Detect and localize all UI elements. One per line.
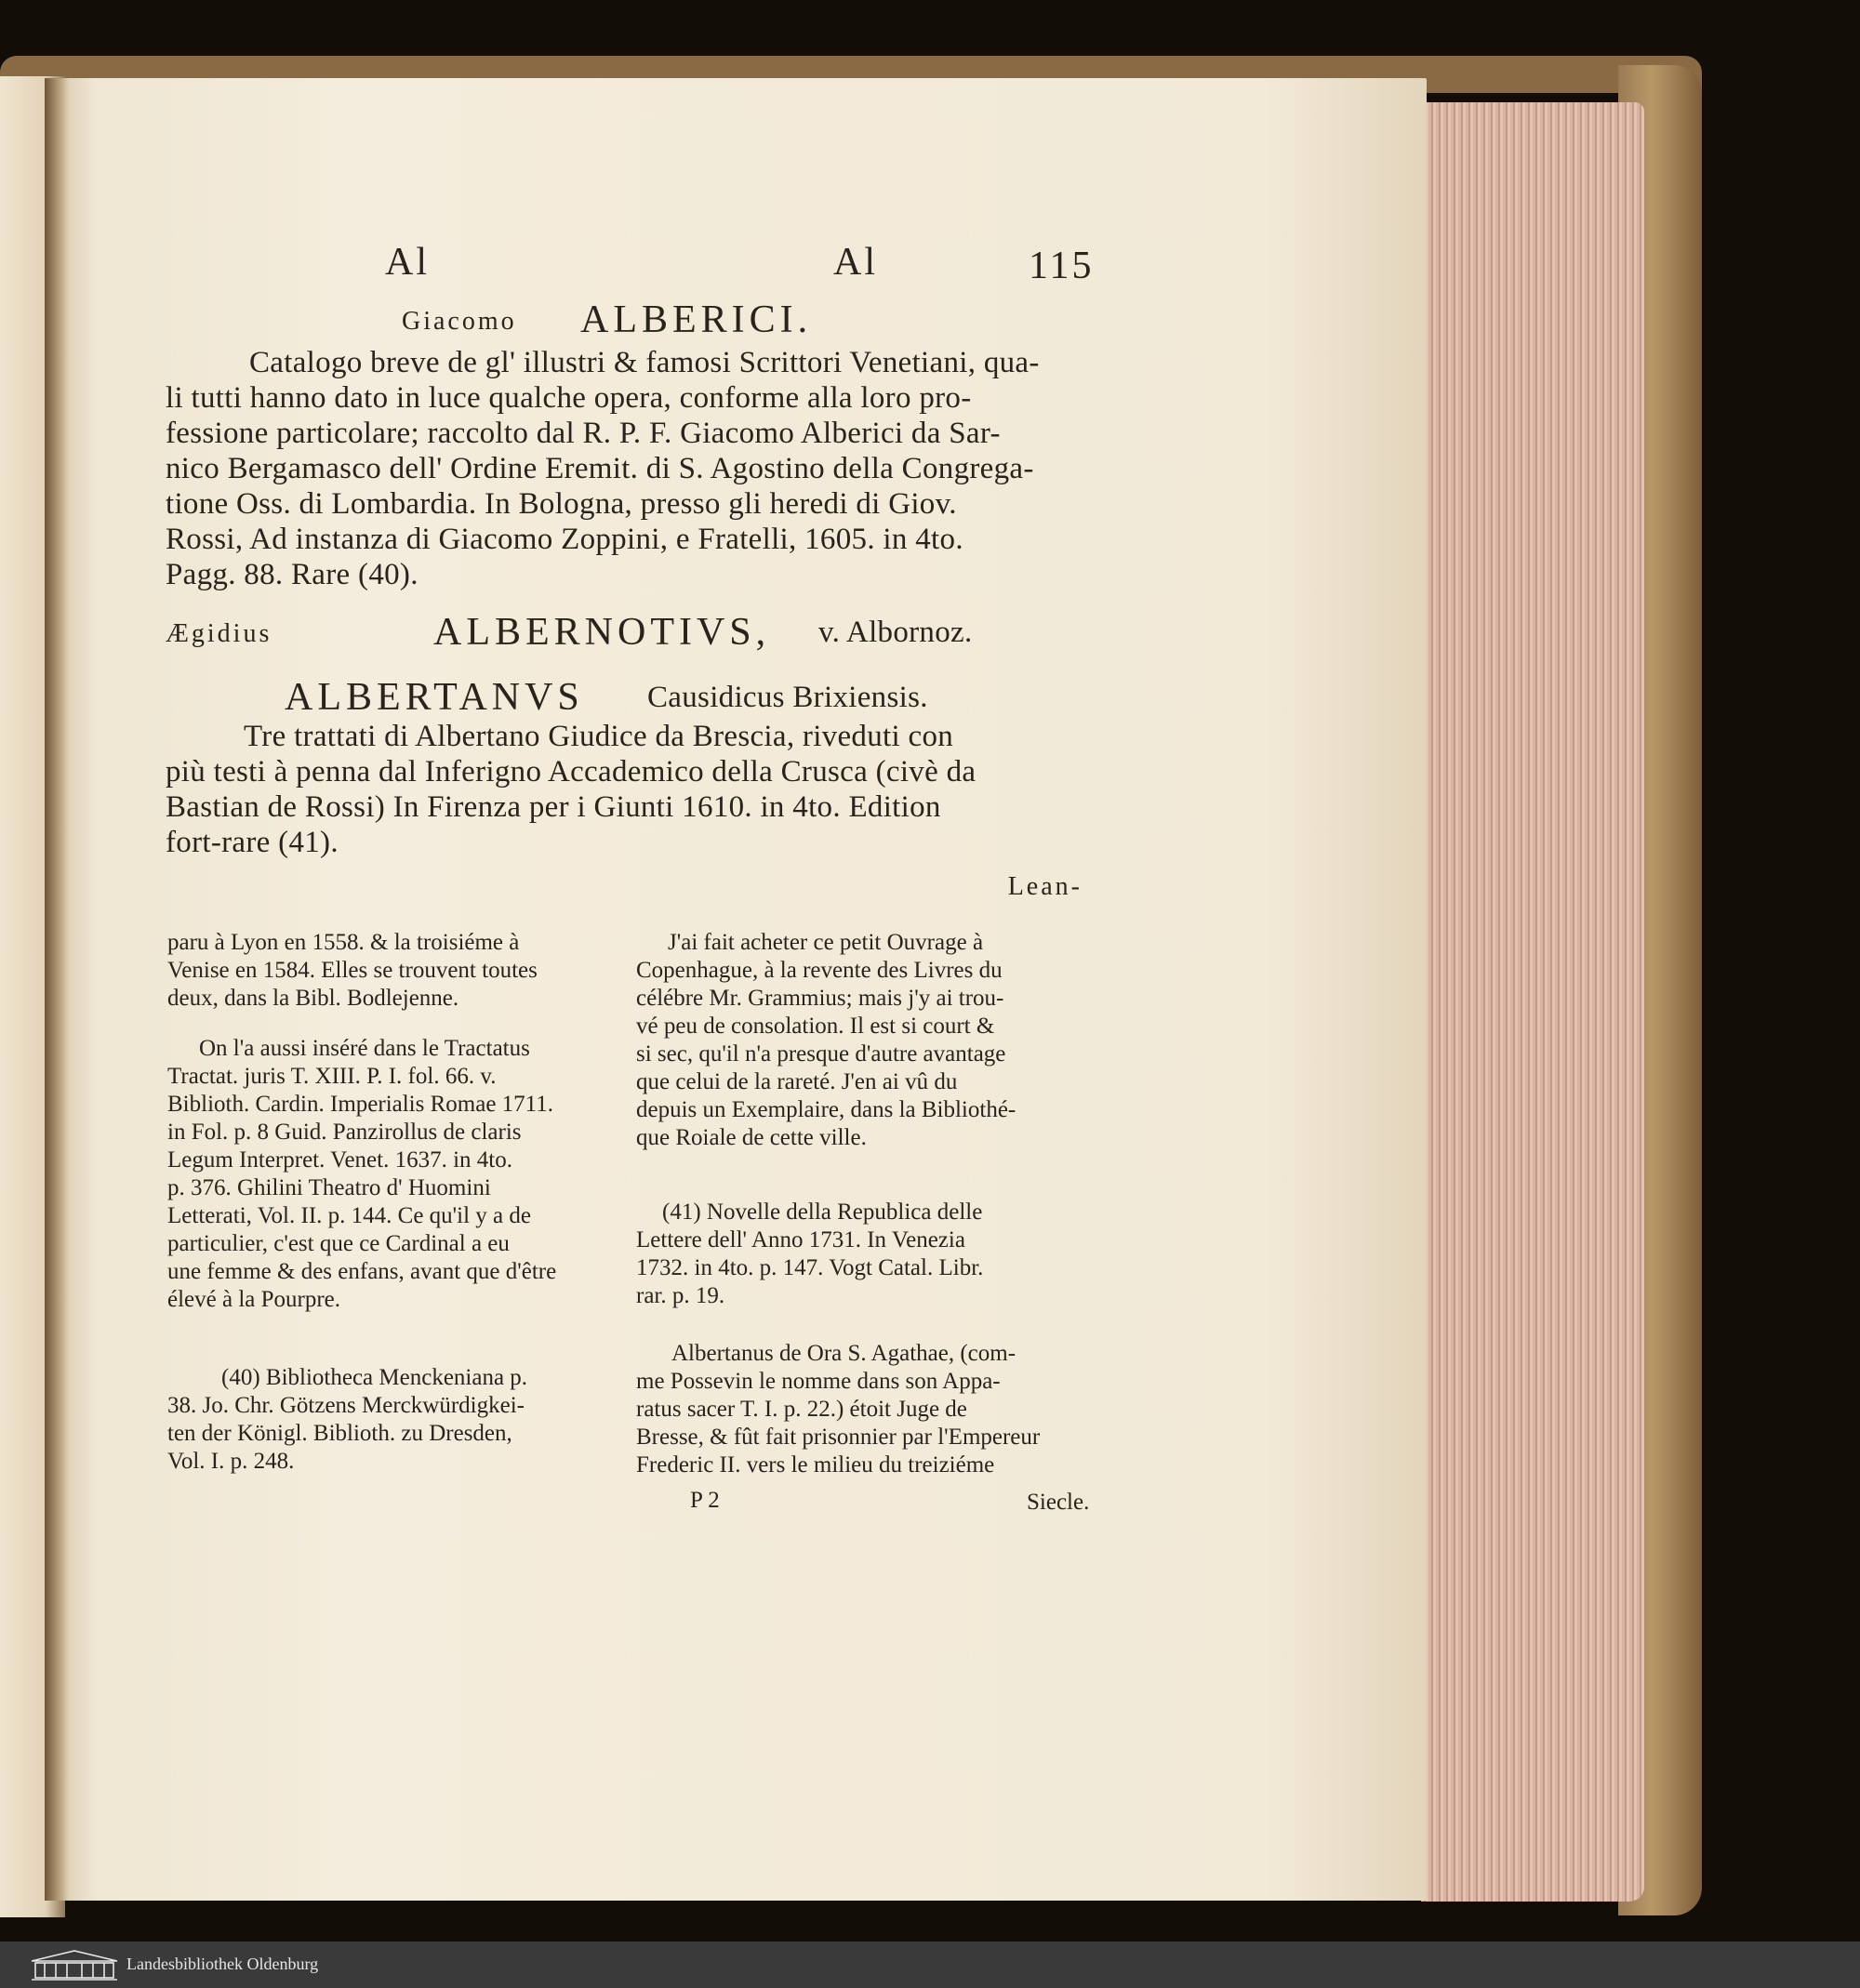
entry2-heading-smallcaps: Ægidius [166, 619, 272, 648]
book-gutter [45, 78, 69, 1901]
text-line: Tre trattati di Albertano Giudice da Brescia, riveduti con [244, 720, 954, 753]
text-line: Bastian de Rossi) In Firenza per i Giunti 1610. in 4to. Edition [166, 790, 941, 824]
text-line: Rossi, Ad instanza di Giacomo Zoppini, e Fratelli, 1605. in 4to. [166, 523, 963, 556]
entry3-heading: ALBERTANVS [285, 676, 584, 719]
text-line: Tractat. juris T. XIII. P. I. fol. 66. v. [167, 1064, 497, 1089]
text-line: Letterati, Vol. II. p. 144. Ce qu'il y a de [167, 1203, 532, 1228]
text-line: Venise en 1584. Elles se trouvent toutes [167, 958, 538, 983]
text-line: fessione particolare; raccolto dal R. P. F. Giacomo Alberici da Sar- [166, 417, 1001, 450]
catchword: Lean- [1007, 872, 1083, 901]
text-line: ten der Königl. Biblioth. zu Dresden, [167, 1421, 512, 1446]
text-line: J'ai fait acheter ce petit Ouvrage à [668, 930, 984, 955]
signature-mark: P 2 [690, 1488, 720, 1513]
text-line: célébre Mr. Grammius; mais j'y ai trou- [636, 986, 1004, 1011]
text-line: une femme & des enfans, avant que d'être [167, 1259, 557, 1284]
entry1-heading-smallcaps: Giacomo [402, 307, 517, 336]
text-line: Albertanus de Ora S. Agathae, (com- [671, 1341, 1016, 1366]
text-line: me Possevin le nomme dans son Appa- [636, 1369, 1001, 1394]
text-line: Lettere dell' Anno 1731. In Venezia [636, 1227, 965, 1252]
text-line: Copenhague, à la revente des Livres du [636, 958, 1003, 983]
text-line: élevé à la Pourpre. [167, 1287, 341, 1312]
library-footer-bar [0, 1942, 1860, 1988]
text-line: On l'a aussi inséré dans le Tractatus [199, 1036, 530, 1061]
text-line: 1732. in 4to. p. 147. Vogt Catal. Libr. [636, 1255, 984, 1280]
text-line: si sec, qu'il n'a presque d'autre avantage [636, 1041, 1006, 1067]
library-name: Landesbibliothek Oldenburg [126, 1955, 319, 1973]
text-line: più testi à penna dal Inferigno Accademico della Crusca (civè da [166, 755, 976, 789]
header-left: Al [385, 241, 430, 284]
text-line: fort-rare (41). [166, 826, 339, 859]
text-line: (40) Bibliotheca Menckeniana p. [221, 1365, 528, 1390]
text-line: Pagg. 88. Rare (40). [166, 558, 418, 591]
entry1-heading: ALBERICI. [580, 298, 813, 341]
text-line: deux, dans la Bibl. Bodlejenne. [167, 986, 459, 1011]
entry2-heading: ALBERNOTIVS, [433, 611, 771, 654]
text-line: que celui de la rareté. J'en ai vû du [636, 1069, 958, 1094]
text-line: Frederic II. vers le milieu du treiziéme [636, 1452, 995, 1478]
text-line: Biblioth. Cardin. Imperialis Romae 1711. [167, 1092, 553, 1117]
text-line: depuis un Exemplaire, dans la Bibliothé- [636, 1097, 1016, 1122]
text-line: rar. p. 19. [636, 1283, 725, 1308]
entry2-tail: v. Albornoz. [818, 616, 973, 649]
text-line: tione Oss. di Lombardia. In Bologna, presso gli heredi di Giov. [166, 487, 957, 521]
text-line: p. 376. Ghilini Theatro d' Huomini [167, 1175, 491, 1200]
text-line: ratus sacer T. I. p. 22.) étoit Juge de [636, 1397, 967, 1422]
library-building-icon [30, 1948, 119, 1981]
text-line: Legum Interpret. Venet. 1637. in 4to. [167, 1147, 512, 1173]
text-line: particulier, c'est que ce Cardinal a eu [167, 1231, 510, 1256]
text-line: Bresse, & fût fait prisonnier par l'Empereur [636, 1425, 1041, 1450]
entry3-tail: Causidicus Brixiensis. [647, 681, 928, 714]
catchword-bottom: Siecle. [1027, 1490, 1090, 1515]
text-line: nico Bergamasco dell' Ordine Eremit. di S. Agostino della Congrega- [166, 452, 1034, 485]
text-line: 38. Jo. Chr. Götzens Merckwürdigkei- [167, 1393, 525, 1418]
text-line: (41) Novelle della Republica delle [662, 1199, 983, 1225]
text-line: vé peu de consolation. Il est si court & [636, 1014, 995, 1039]
text-line: li tutti hanno dato in luce qualche opera, conforme alla loro pro- [166, 381, 972, 415]
header-center: Al [833, 241, 878, 284]
page-number: 115 [1029, 245, 1095, 287]
text-line: paru à Lyon en 1558. & la troisiéme à [167, 930, 520, 955]
text-line: que Roiale de cette ville. [636, 1125, 867, 1150]
text-line: in Fol. p. 8 Guid. Panzirollus de claris [167, 1120, 522, 1145]
text-line: Vol. I. p. 248. [167, 1449, 295, 1474]
page-block-edges [1421, 102, 1644, 1902]
text-line: Catalogo breve de gl' illustri & famosi Scrittori Venetiani, qua- [249, 346, 1040, 379]
